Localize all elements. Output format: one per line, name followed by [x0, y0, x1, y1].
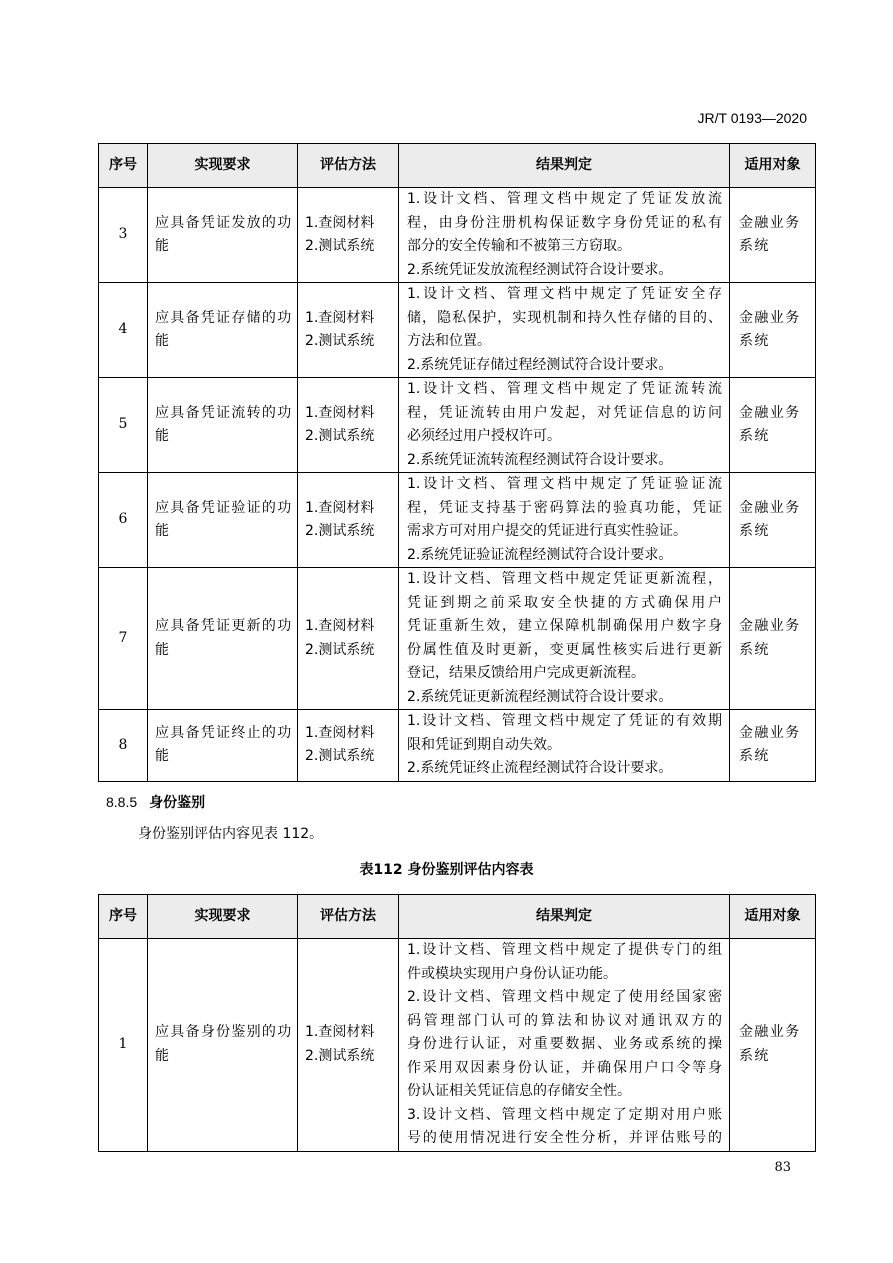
- result-line: 方法和位置。: [407, 333, 491, 349]
- result-line: 必须经过用户授权许可。: [407, 428, 561, 444]
- requirement-cell: 应具备凭证流转的功能: [148, 378, 298, 473]
- column-header-method: 评估方法: [298, 895, 399, 939]
- column-header-no: 序号: [99, 895, 148, 939]
- target-cell: 金融业务系统: [730, 188, 816, 283]
- method-cell: [298, 568, 399, 710]
- method-item: 1.查阅材料: [305, 618, 375, 634]
- column-header-method: 评估方法: [298, 144, 399, 188]
- table-row: [99, 473, 816, 568]
- section-number: 8.8.5: [106, 794, 138, 810]
- result-line: 2.系统凭证发放流程经测试符合设计要求。: [407, 261, 673, 278]
- method-item: 2.测试系统: [305, 238, 375, 254]
- result-line: 1.设计文档、管理文档中规定凭证更新流程，: [407, 571, 722, 587]
- section-heading: [106, 793, 205, 812]
- column-header-result: 结果判定: [399, 144, 730, 188]
- result-line: 码管理部门认可的算法和协议对通讯双方的: [407, 1012, 722, 1029]
- method-item: 2.测试系统: [305, 1047, 375, 1064]
- method-item: 1.查阅材料: [305, 499, 375, 516]
- method-cell: [298, 188, 399, 283]
- method-item: 1.查阅材料: [305, 1024, 375, 1041]
- row-number: 5: [99, 378, 148, 473]
- result-line: 部分的安全传输和不被第三方窃取。: [407, 238, 631, 254]
- result-line: 2.系统凭证验证流程经测试符合设计要求。: [407, 546, 673, 563]
- table-row: [99, 378, 816, 473]
- method-cell: [298, 378, 399, 473]
- column-header-target: 适用对象: [730, 895, 816, 939]
- result-line: 号的使用情况进行安全性分析，并评估账号的: [407, 1130, 722, 1146]
- method-item: 2.测试系统: [305, 523, 375, 539]
- row-number: 7: [99, 568, 148, 710]
- result-line: 储，隐私保护，实现机制和持久性存储的目的、: [407, 309, 722, 326]
- table-row: [99, 283, 816, 378]
- result-cell: [399, 568, 730, 710]
- table-row: [99, 188, 816, 283]
- result-cell: [399, 939, 730, 1152]
- result-line: 凭证重新生效，建立保障机制确保用户数字身: [407, 618, 722, 634]
- document-code: JR/T 0193—2020: [697, 110, 807, 126]
- row-number: 3: [99, 188, 148, 283]
- row-number: 4: [99, 283, 148, 378]
- result-line: 限和凭证到期自动失效。: [407, 736, 561, 753]
- requirement-cell: 应具备凭证终止的功能: [148, 710, 298, 782]
- result-line: 1.设计文档、管理文档中规定了凭证流转流: [407, 381, 722, 397]
- result-line: 登记，结果反馈给用户完成更新流程。: [407, 665, 645, 681]
- target-cell: 金融业务系统: [730, 939, 816, 1152]
- result-line: 1.设计文档、管理文档中规定了凭证的有效期: [407, 713, 722, 729]
- method-cell: [298, 710, 399, 782]
- requirement-cell: 应具备凭证存储的功能: [148, 283, 298, 378]
- result-line: 凭证到期之前采取安全快捷的方式确保用户: [407, 594, 722, 611]
- result-line: 程，由身份注册机构保证数字身份凭证的私有: [407, 214, 722, 231]
- result-line: 作采用双因素身份认证，并确保用户口令等身: [407, 1059, 722, 1076]
- target-cell: 金融业务系统: [730, 710, 816, 782]
- target-cell: 金融业务系统: [730, 568, 816, 710]
- method-item: 2.测试系统: [305, 428, 375, 444]
- requirement-cell: 应具备凭证发放的功能: [148, 188, 298, 283]
- result-line: 1.设计文档、管理文档中规定了凭证验证流: [407, 476, 722, 492]
- column-header-target: 适用对象: [730, 144, 816, 188]
- requirement-cell: 应具备身份鉴别的功能: [148, 939, 298, 1152]
- column-header-result: 结果判定: [399, 895, 730, 939]
- result-line: 份属性值及时更新，变更属性核实后进行更新: [407, 641, 722, 658]
- assessment-table-1: [98, 143, 816, 782]
- result-line: 1.设计文档、管理文档中规定了提供专门的组: [407, 942, 722, 958]
- requirement-cell: 应具备凭证验证的功能: [148, 473, 298, 568]
- result-line: 2.系统凭证存储过程经测试符合设计要求。: [407, 356, 673, 373]
- result-line: 程，凭证支持基于密码算法的验真功能，凭证: [407, 499, 722, 516]
- table-row: [99, 710, 816, 782]
- result-line: 需求方可对用户提交的凭证进行真实性验证。: [407, 523, 687, 539]
- column-header-requirement: 实现要求: [148, 895, 298, 939]
- assessment-table-2: [98, 894, 816, 1152]
- row-number: 8: [99, 710, 148, 782]
- table-row: [99, 939, 816, 1152]
- result-line: 1.设计文档、管理文档中规定了凭证安全存: [407, 286, 722, 302]
- column-header-no: 序号: [99, 144, 148, 188]
- result-cell: [399, 473, 730, 568]
- table-caption: 表112 身份鉴别评估内容表: [359, 862, 534, 878]
- result-line: 2.系统凭证更新流程经测试符合设计要求。: [407, 688, 673, 705]
- result-line: 身份进行认证，对重要数据、业务或系统的操: [407, 1036, 722, 1052]
- table-header-row: [99, 144, 816, 188]
- result-line: 1.设计文档、管理文档中规定了凭证发放流: [407, 191, 722, 207]
- method-item: 1.查阅材料: [305, 309, 375, 326]
- method-item: 2.测试系统: [305, 748, 375, 765]
- result-line: 2.系统凭证终止流程经测试符合设计要求。: [407, 760, 673, 776]
- target-cell: 金融业务系统: [730, 378, 816, 473]
- column-header-requirement: 实现要求: [148, 144, 298, 188]
- table-row: [99, 568, 816, 710]
- target-cell: 金融业务系统: [730, 473, 816, 568]
- method-item: 2.测试系统: [305, 641, 375, 658]
- method-cell: [298, 473, 399, 568]
- method-item: 1.查阅材料: [305, 404, 375, 421]
- method-cell: [298, 283, 399, 378]
- result-cell: [399, 710, 730, 782]
- page-number: 83: [774, 1160, 791, 1175]
- table-header-row: [99, 895, 816, 939]
- result-line: 件或模块实现用户身份认证功能。: [407, 965, 617, 982]
- section-title: 身份鉴别: [149, 795, 206, 811]
- body-paragraph: 身份鉴别评估内容见表 112。: [138, 826, 324, 842]
- method-item: 2.测试系统: [305, 333, 375, 349]
- method-item: 1.查阅材料: [305, 724, 375, 741]
- row-number: 6: [99, 473, 148, 568]
- result-cell: [399, 283, 730, 378]
- row-number: 1: [99, 939, 148, 1152]
- target-cell: 金融业务系统: [730, 283, 816, 378]
- result-line: 程，凭证流转由用户发起，对凭证信息的访问: [407, 404, 722, 421]
- method-cell: [298, 939, 399, 1152]
- result-line: 2.系统凭证流转流程经测试符合设计要求。: [407, 451, 673, 468]
- result-cell: [399, 188, 730, 283]
- result-line: 3.设计文档、管理文档中规定了定期对用户账: [407, 1106, 722, 1123]
- result-cell: [399, 378, 730, 473]
- result-line: 2.设计文档、管理文档中规定了使用经国家密: [407, 989, 722, 1005]
- requirement-cell: 应具备凭证更新的功能: [148, 568, 298, 710]
- result-line: 份认证相关凭证信息的存储安全性。: [407, 1083, 631, 1099]
- method-item: 1.查阅材料: [305, 214, 375, 231]
